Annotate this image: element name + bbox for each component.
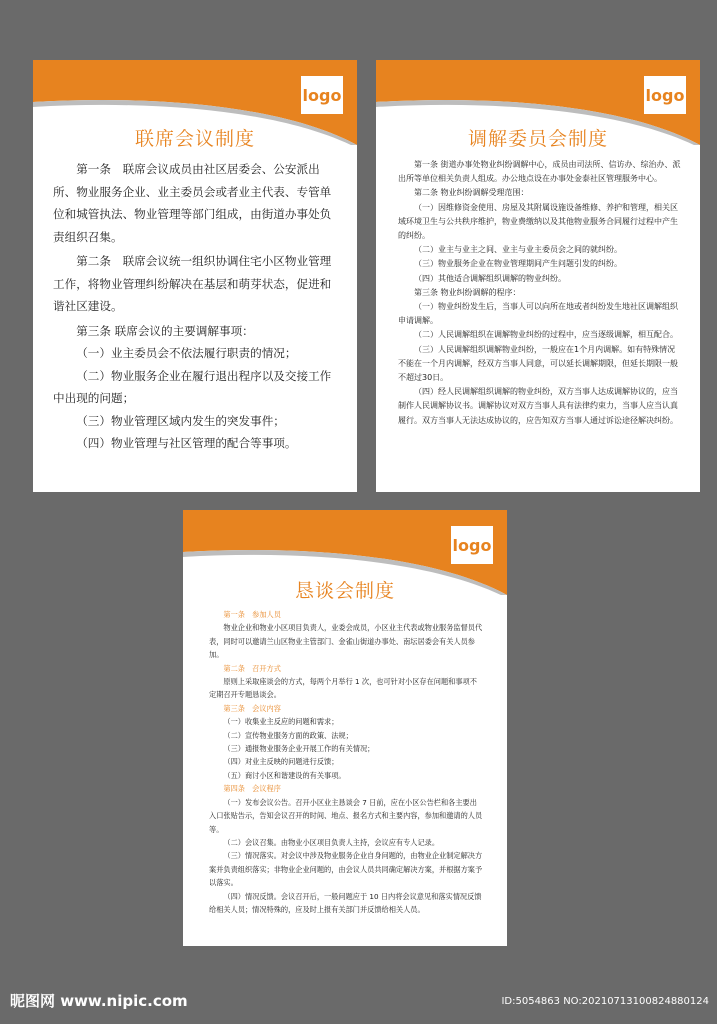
watermark-id: ID:5054863 NO:20210713100824880124: [501, 996, 709, 1007]
paragraph: （三）通报物业服务企业开展工作的有关情况；: [223, 744, 375, 754]
panel-mediation-committee: [376, 60, 700, 492]
logo: logo: [644, 76, 686, 114]
paragraph: 第二条 联席会议统一组织协调住宅小区物业管理工作，将物业管理纠纷解决在基层和萌芽状态，促进和谐社区建设。: [53, 254, 332, 313]
section-heading: 第二条 召开方式: [223, 663, 281, 673]
panel-title: 调解委员会制度: [467, 128, 608, 150]
paragraph: （三）情况落实。对会议中涉及物业服务企业自身问题的，由物业企业制定解决方案并负责组织落实；非物业企业问题的，由会议人员共同确定解决方案，并根据方案予以落实。: [209, 851, 483, 888]
paragraph: （四）物业管理与社区管理的配合等事项。: [76, 436, 297, 450]
logo: logo: [451, 526, 493, 564]
panel-body: [183, 608, 507, 916]
section-heading: 第三条 会议内容: [223, 703, 281, 713]
paragraph: （四）情况反馈。会议召开后，一般问题应于 10 日内将会议意见和落实情况反馈给相关人员；情况特殊的，应及时上报有关部门并反馈给相关人员。: [209, 891, 482, 914]
paragraph: （一）发布会议公告。召开小区业主恳谈会 7 日前，应在小区公告栏和各主要出入口张贴告示，告知会议召开的时间、地点、报名方式和主要内容，参加和邀请的人员等。: [209, 797, 483, 834]
paragraph: （三）物业服务企业在物业管理期间产生问题引发的纠纷。: [414, 259, 622, 269]
paragraph: （二）会议召集。由物业小区项目负责人主持，会议应有专人记录。: [223, 837, 440, 847]
logo: logo: [301, 76, 343, 114]
paragraph: （二）物业服务企业在履行退出程序以及交接工作中出现的问题；: [53, 368, 332, 405]
panel-body: [376, 158, 700, 428]
paragraph: 原则上采取座谈会的方式，每两个月举行 1 次，也可针对小区存在问题和事项不定期召开专题恳谈会。: [209, 677, 477, 700]
paragraph: 第三条 物业纠纷调解的程序：: [414, 287, 521, 297]
paragraph: （四）经人民调解组织调解的物业纠纷，双方当事人达成调解协议的，应当制作人民调解协议书。调解协议对双方当事人具有法律约束力，当事人应当认真履行。双方当事人无法达成协议的，应告知双方当事人通过诉讼途径解决纠纷。: [398, 387, 678, 425]
panel-joint-meeting: [33, 60, 357, 492]
paragraph: （二）宣传物业服务方面的政策、法规；: [223, 730, 353, 740]
paragraph: （二）业主与业主之间、业主与业主委员会之间的就纠纷。: [414, 245, 622, 255]
paragraph: （一）业主委员会不依法履行职责的情况；: [76, 346, 297, 360]
panel-forum-meeting: [183, 510, 507, 946]
watermark-site: 昵图网 www.nipic.com: [10, 992, 188, 1010]
paragraph: 第三条 联席会议的主要调解事项：: [76, 323, 254, 338]
paragraph: （一）因维修资金使用、房屋及其附属设施设备维修、养护和管理，相关区域环境卫生与公共秩序维护，物业费缴纳以及其他物业服务合同履行过程中产生的纠纷。: [398, 202, 678, 241]
paragraph: （一）物业纠纷发生后，当事人可以向所在地或者纠纷发生地社区调解组织申请调解。: [398, 302, 678, 326]
paragraph: （四）其他适合调解组织调解的物业纠纷。: [414, 273, 566, 283]
panel-title: 恳谈会制度: [294, 580, 395, 602]
section-heading: 第一条 参加人员: [223, 610, 281, 619]
paragraph: （三）物业管理区域内发生的突发事件；: [76, 413, 285, 428]
paragraph: 第一条 街道办事处物业纠纷调解中心，成员由司法所、信访办、综治办、派出所等单位相关负责人组成。办公地点设在办事处金泰社区管理服务中心。: [398, 160, 681, 184]
section-heading: 第四条 会议程序: [223, 784, 281, 794]
paragraph: （二）人民调解组织在调解物业纠纷的过程中，应当逐级调解，相互配合。: [414, 330, 678, 340]
paragraph: 物业企业和物业小区项目负责人，业委会成员，小区业主代表或物业服务监督员代表，同时可以邀请兰山区物业主管部门、金雀山街道办事处、南坛居委会有关人员参加。: [209, 623, 483, 660]
paragraph: （三）人民调解组织调解物业纠纷，一般应在1个月内调解。如有特殊情况不能在一个月内调解，经双方当事人同意，可以延长调解期限，但延长期限一般不超过30日。: [398, 344, 678, 383]
paragraph: 第二条 物业纠纷调解受理范围：: [414, 188, 529, 198]
paragraph: （四）对业主反映的问题进行反馈；: [223, 757, 339, 767]
panel-title: 联席会议制度: [134, 128, 255, 150]
paragraph: （五）商讨小区和谐建设的有关事项。: [223, 770, 346, 780]
panel-body: [33, 158, 357, 455]
paragraph: 第一条 联席会议成员由社区居委会、公安派出所、物业服务企业、业主委员会或者业主代表、专管单位和城管执法、物业管理等部门组成，由街道办事处负责组织召集。: [53, 162, 332, 244]
paragraph: （一）收集业主反应的问题和需求；: [223, 717, 339, 727]
